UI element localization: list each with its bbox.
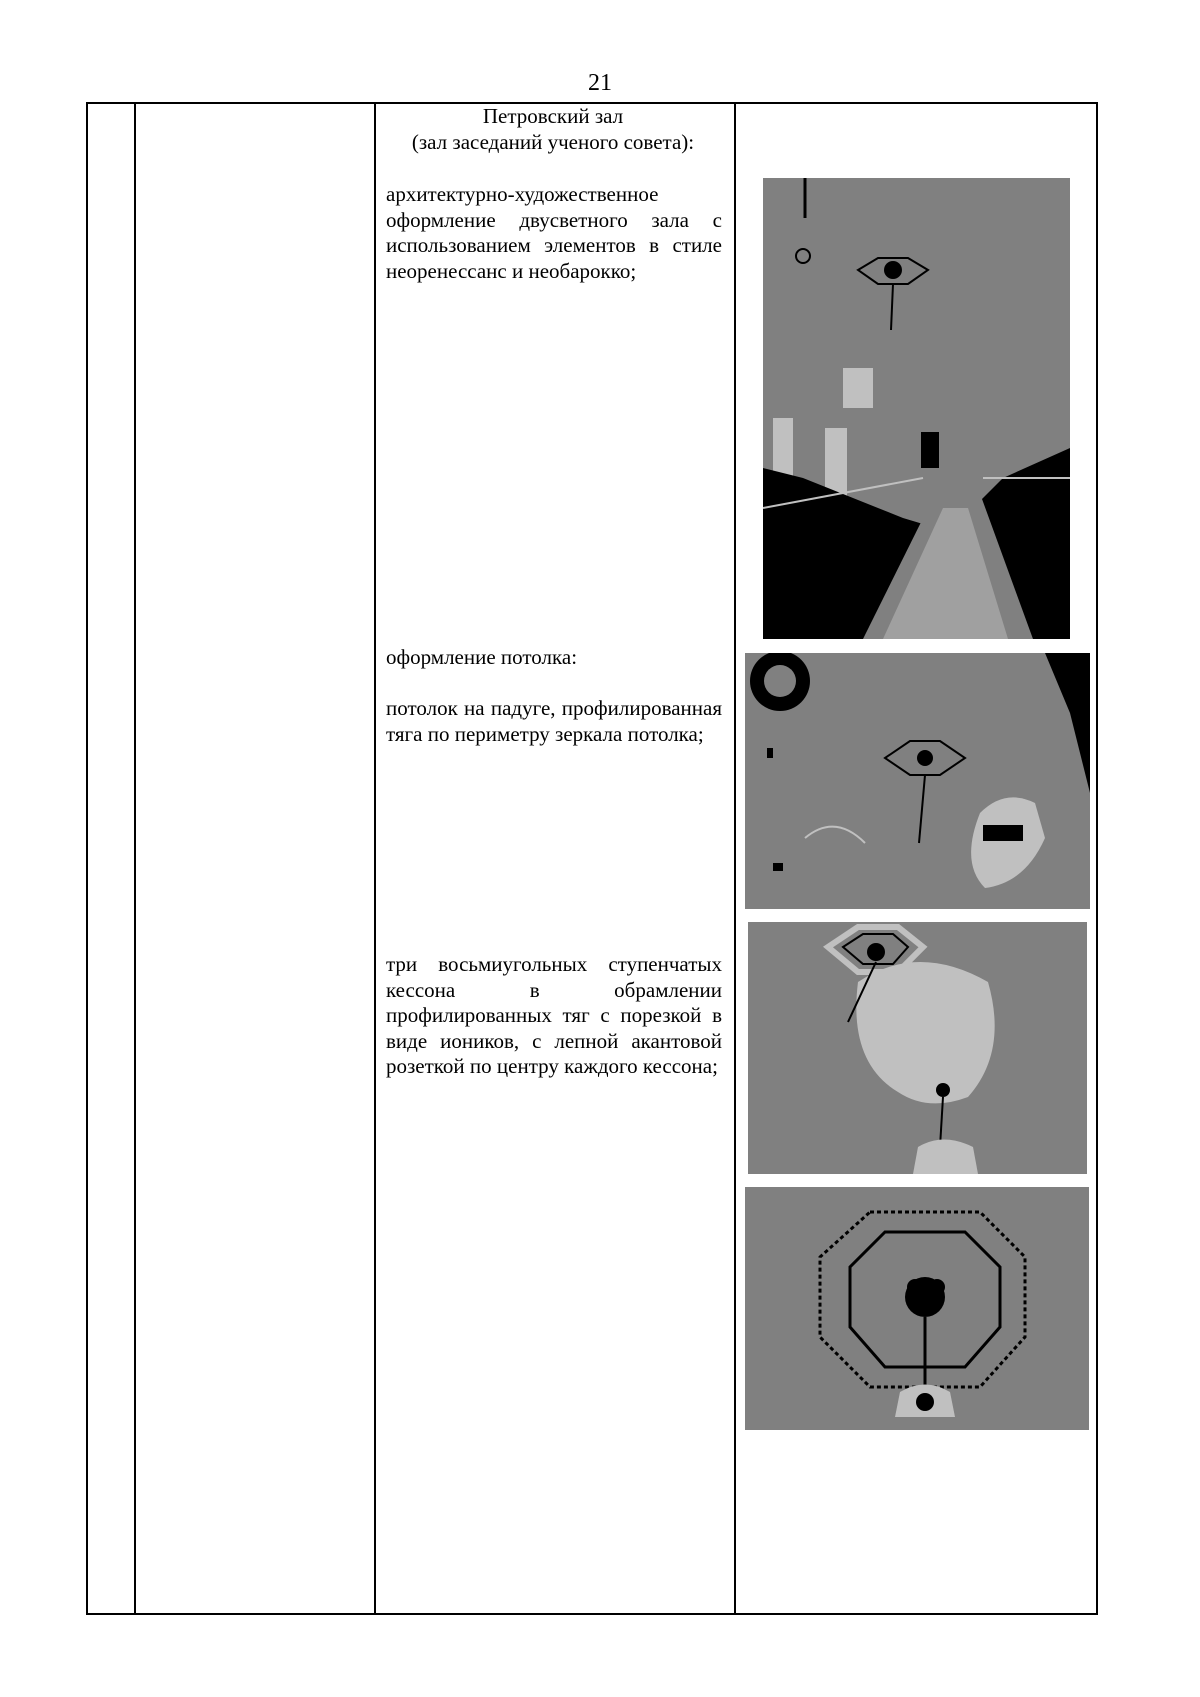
item-coffers: три восьмиугольных ступенчатых кессона в обрамлении профилированных тяг с порезкой в виде иоников, с лепной акантовой розеткой по центру каждого кессона; bbox=[386, 952, 722, 1078]
column-divider-2 bbox=[374, 104, 376, 1613]
ceiling-photo bbox=[745, 653, 1090, 909]
item-ceiling-molding: потолок на падуге, профилированная тяга по периметру зеркала потолка; bbox=[386, 696, 722, 746]
hall-subtitle: (зал заседаний ученого совета): bbox=[411, 129, 695, 154]
item-architecture: архитектурно-художественное оформление двусветного зала с использованием элементов в стиле неоренессанс и необарокко; bbox=[386, 182, 722, 283]
coffer-photo bbox=[748, 922, 1087, 1174]
section-heading bbox=[374, 104, 732, 155]
column-divider-1 bbox=[134, 104, 136, 1613]
octagonal-coffer-rosette-photo bbox=[745, 1187, 1089, 1430]
hall-title: Петровский зал bbox=[482, 104, 624, 128]
column-divider-3 bbox=[734, 104, 736, 1613]
item-ceiling-heading: оформление потолка: bbox=[386, 645, 578, 669]
hall-interior-photo bbox=[763, 178, 1070, 639]
page-number: 21 bbox=[588, 70, 612, 96]
